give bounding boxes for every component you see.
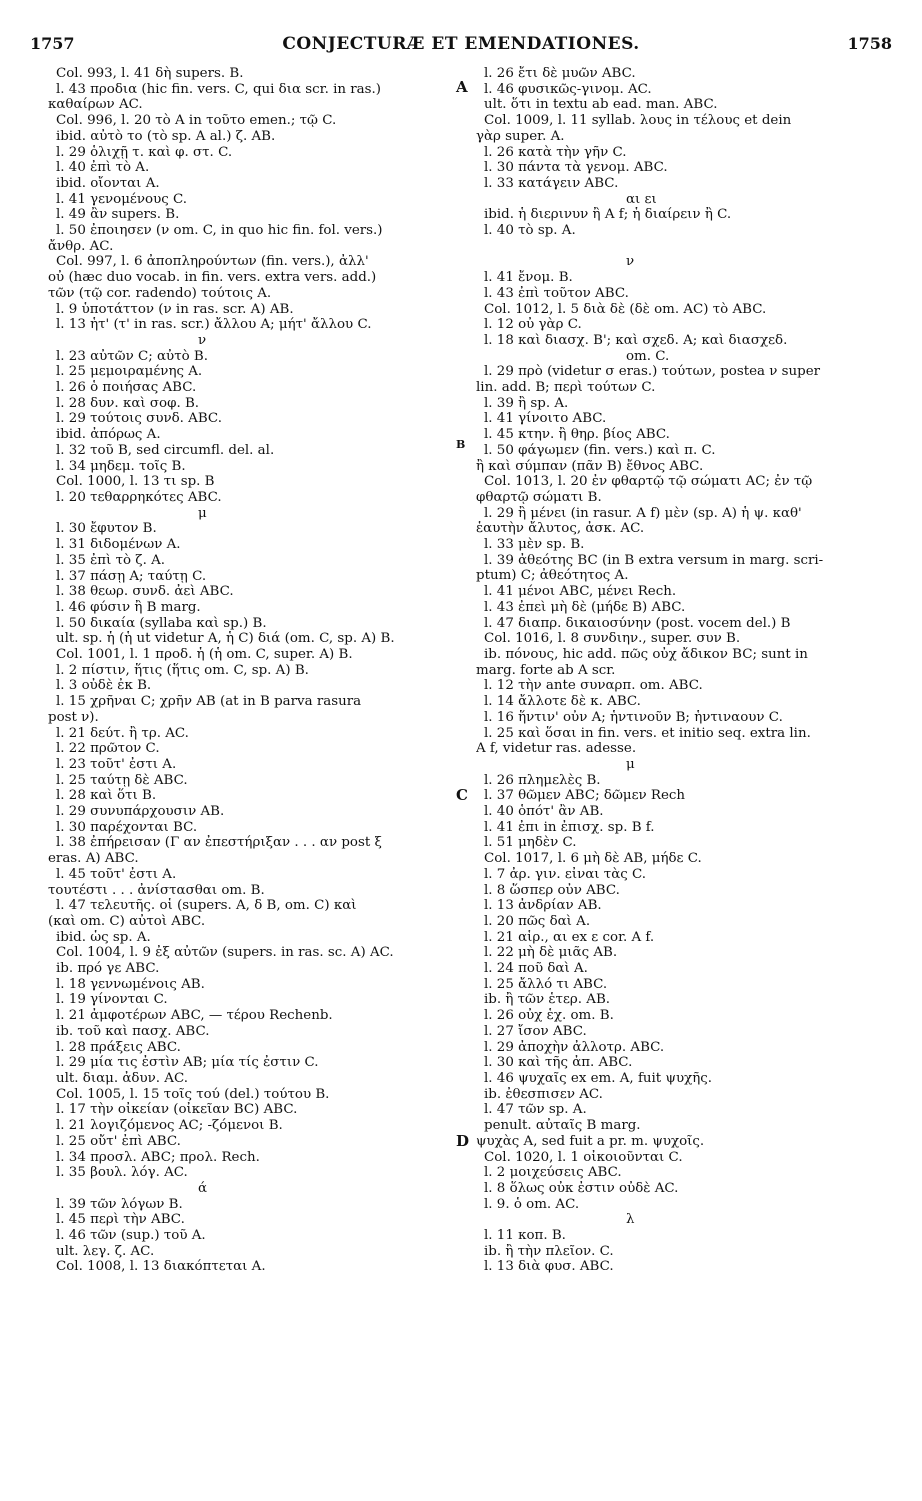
apparatus-line: ib. ἐθεσπισεν AC. [484, 1086, 603, 1102]
apparatus-line: l. 2 μοιχεύσεις ABC. [484, 1165, 622, 1181]
apparatus-line: l. 26 ἔτι δὲ μυῶν ABC. [484, 66, 636, 81]
apparatus-line: ibid. ὡς sp. A. [56, 929, 151, 945]
apparatus-line: l. 41 γίνοιτο ABC. [484, 411, 607, 427]
apparatus-line: ult. sp. ἡ (ἡ ut videtur A, ἡ C) διά (om. C, sp. A) B. [56, 631, 395, 647]
apparatus-line: Col. 993, l. 41 δὴ supers. B. [56, 66, 244, 81]
apparatus-line: l. 19 γίνονται C. [56, 992, 168, 1008]
apparatus-line: γὰρ super. A. [476, 128, 565, 144]
apparatus-line: l. 45 περὶ τὴν ABC. [56, 1212, 185, 1228]
apparatus-line: ib. πρό γε ABC. [56, 961, 160, 977]
apparatus-line: l. 25 ταύτῃ δὲ ABC. [56, 772, 188, 788]
apparatus-line: l. 3 οὐδὲ ἐκ B. [56, 678, 152, 694]
apparatus-line: l. 40 τὸ sp. A. [484, 223, 576, 239]
apparatus-line: l. 46 ψυχαῖς ex em. A, fuit ψυχῆς. [484, 1070, 712, 1086]
apparatus-line: post ν). [48, 709, 99, 725]
apparatus-line: l. 25 μεμοιραμένης A. [56, 364, 203, 380]
apparatus-line: marg. forte ab A scr. [476, 662, 616, 678]
apparatus-line: l. 30 ἔφυτον B. [56, 521, 157, 537]
right-column [476, 66, 896, 1275]
apparatus-line: ά [198, 1180, 208, 1196]
apparatus-line: l. 2 πίστιν, ἥτις (ἥτις om. C, sp. A) B. [56, 662, 309, 678]
apparatus-line: Col. 1016, l. 8 συνδιην., super. συν B. [484, 631, 741, 647]
apparatus-line: ibid. ἡ διερινυν ἢ A f; ἡ διαίρειν ἢ C. [484, 207, 732, 223]
apparatus-line: l. 46 φύσιν ἢ B marg. [56, 599, 201, 615]
apparatus-line: καθαίρων AC. [48, 97, 143, 113]
apparatus-line: ἄνθρ. AC. [48, 238, 114, 254]
apparatus-line: φθαρτῷ σώματι B. [476, 489, 602, 505]
apparatus-line: Col. 1005, l. 15 τοῖς τού (del.) τούτου B. [56, 1086, 330, 1102]
apparatus-line: l. 50 ἐποιησεν (ν om. C, in quo hic fin. fol. vers.) [56, 223, 383, 239]
apparatus-line: l. 46 τῶν (sup.) τοῦ A. [56, 1228, 206, 1244]
apparatus-line: l. 32 τοῦ B, sed circumfl. del. al. [56, 442, 275, 458]
apparatus-line: ν [198, 332, 207, 348]
apparatus-line: l. 28 καὶ ὅτι B. [56, 788, 157, 804]
apparatus-line: l. 41 μένοι ABC, μένει Rech. [484, 584, 677, 600]
apparatus-line: l. 39 τῶν λόγων B. [56, 1196, 183, 1212]
apparatus-line: ult. ὅτι in textu ab ead. man. ABC. [484, 97, 718, 113]
apparatus-line: l. 25 οὔτ' ἐπὶ ABC. [56, 1133, 181, 1149]
apparatus-line: Col. 1012, l. 5 διὰ δὲ (δὲ om. AC) τὸ ABC. [484, 301, 767, 317]
apparatus-line: l. 29 τούτοις συνδ. ABC. [56, 411, 222, 427]
apparatus-line: l. 41 γενομένους C. [56, 191, 187, 207]
apparatus-line: l. 8 ὅλως οὐκ ἐστιν οὐδὲ AC. [484, 1180, 679, 1196]
apparatus-line: ib. ἢ τὴν πλεῖον. C. [484, 1243, 614, 1259]
apparatus-line: l. 24 ποῦ δαὶ A. [484, 961, 588, 977]
apparatus-line: ἢ καὶ σύμπαν (πᾶν B) ἔθνος ABC. [476, 458, 704, 474]
apparatus-line: l. 43 προδια (hic fin. vers. C, qui δια scr. in ras.) [56, 81, 382, 97]
apparatus-line: Col. 1001, l. 1 προδ. ἡ (ἡ om. C, super. A) B. [56, 647, 353, 663]
apparatus-line: l. 28 δυν. καὶ σοφ. B. [56, 395, 200, 411]
apparatus-line: l. 41 ἐπι in ἐπισχ. sp. B f. [484, 819, 655, 835]
apparatus-line: l. 51 μηδὲν C. [484, 835, 577, 851]
margin-marker-c: C [456, 786, 468, 804]
margin-marker-b: B [456, 438, 466, 451]
apparatus-line: l. 29 πρὸ (videtur σ eras.) τούτων, postea ν super [484, 364, 821, 380]
apparatus-line: l. 43 ἐπὶ τοῦτον ABC. [484, 285, 629, 301]
apparatus-line: l. 47 τῶν sp. A. [484, 1102, 587, 1118]
apparatus-line: l. 34 μηδεμ. τοῖς B. [56, 458, 186, 474]
apparatus-line: l. 21 δεύτ. ἢ τρ. AC. [56, 725, 189, 741]
apparatus-line: Col. 997, l. 6 ἀποπληρούντων (fin. vers.), ἀλλ' [56, 254, 369, 270]
apparatus-line: ibid. οἴονται A. [56, 175, 160, 191]
apparatus-line: l. 49 ἂν supers. B. [56, 207, 180, 223]
apparatus-line: l. 22 πρῶτον C. [56, 741, 160, 757]
apparatus-line: τῶν (τῷ cor. radendo) τούτοις A. [48, 285, 272, 301]
apparatus-line: lin. add. B; περὶ τούτων C. [476, 380, 656, 396]
apparatus-line: l. 50 δικαία (syllaba καὶ sp.) B. [56, 615, 267, 631]
apparatus-line: l. 16 ἥντιν' οὖν A; ἡντινοῦν B; ἡντιναουν C. [484, 709, 783, 725]
apparatus-line: l. 47 διαπρ. δικαιοσύνην (post. vocem del.) B [484, 615, 791, 631]
apparatus-line: l. 40 ἐπὶ τὸ A. [56, 160, 150, 176]
apparatus-line: l. 33 μὲν sp. B. [484, 537, 585, 553]
apparatus-line: l. 45 κτην. ἢ θηρ. βίος ABC. [484, 427, 670, 443]
apparatus-line: (καὶ om. C) αὐτοὶ ABC. [48, 913, 206, 929]
apparatus-line: ib. τοῦ καὶ πασχ. ABC. [56, 1023, 210, 1039]
apparatus-line: l. 8 ὥσπερ οὖν ABC. [484, 882, 620, 898]
apparatus-line: l. 47 τελευτῆς. οἱ (supers. A, δ B, om. C) καὶ [56, 898, 357, 914]
apparatus-line: l. 21 ἀμφοτέρων ABC, — τέρου Rechenb. [56, 1008, 333, 1024]
apparatus-line: l. 25 ἄλλό τι ABC. [484, 976, 608, 992]
apparatus-line: l. 9. ὁ om. AC. [484, 1196, 580, 1212]
margin-marker-a: A [456, 78, 468, 96]
apparatus-line: l. 26 κατὰ τὴν γῆν C. [484, 144, 627, 160]
apparatus-line: Col. 996, l. 20 τὸ A in τοῦτο emen.; τῷ C. [56, 113, 337, 129]
apparatus-line: l. 26 οὐχ ἑχ. om. B. [484, 1008, 614, 1024]
apparatus-line: l. 23 τοῦτ' ἐστι A. [56, 756, 177, 772]
apparatus-line: l. 31 διδομένων A. [56, 537, 181, 553]
apparatus-line: ψυχὰς A, sed fuit a pr. m. ψυχοῖς. [476, 1133, 705, 1149]
apparatus-line: eras. A) ABC. [48, 851, 139, 867]
apparatus-line: l. 26 πλημελὲς B. [484, 772, 601, 788]
apparatus-line: l. 21 λογιζόμενος AC; -ζόμενοι B. [56, 1118, 283, 1134]
apparatus-line: l. 35 βουλ. λόγ. AC. [56, 1165, 188, 1181]
apparatus-line: λ [626, 1212, 635, 1228]
apparatus-line: l. 18 γεννωμένοις AB. [56, 976, 205, 992]
apparatus-line: ib. ἢ τῶν ἑτερ. AB. [484, 992, 611, 1008]
margin-marker-d: D [456, 1132, 470, 1150]
apparatus-line: l. 29 συνυπάρχουσιν AB. [56, 804, 225, 820]
apparatus-line: l. 22 μὴ δὲ μιᾶς AB. [484, 945, 618, 961]
apparatus-line: l. 12 τὴν ante συναρπ. om. ABC. [484, 678, 703, 694]
apparatus-line: l. 28 πράξεις ABC. [56, 1039, 181, 1055]
apparatus-line: l. 37 θῶμεν ABC; δῶμεν Rech [484, 788, 686, 804]
apparatus-line: l. 9 ὑποτάττον (ν in ras. scr. A) AB. [56, 301, 294, 317]
apparatus-line: Col. 1009, l. 11 syllab. λους in τέλους et dein [484, 113, 792, 129]
apparatus-line: l. 18 καὶ διασχ. B'; καὶ σχεδ. A; καὶ διασχεδ. [484, 332, 788, 348]
apparatus-line: l. 20 τεθαρρηκότες ABC. [56, 489, 222, 505]
apparatus-line: l. 7 ἀρ. γιν. εἶναι τὰς C. [484, 866, 647, 882]
apparatus-line: l. 45 τοῦτ' ἐστι A. [56, 866, 177, 882]
apparatus-line: l. 13 ἧτ' (τ' in ras. scr.) ἄλλου A; μήτ' ἄλλου C. [56, 317, 372, 333]
apparatus-line: ib. πόνους, hic add. πῶς οὐχ ἄδικον BC; sunt in [484, 647, 808, 662]
apparatus-line: l. 13 ἀνδρίαν AB. [484, 898, 602, 914]
apparatus-line: l. 38 θεωρ. συνδ. ἀεὶ ABC. [56, 584, 234, 600]
apparatus-line: l. 50 φάγωμεν (fin. vers.) καὶ π. C. [484, 442, 716, 458]
apparatus-line: l. 34 προσλ. ABC; προλ. Rech. [56, 1149, 260, 1165]
apparatus-line: l. 43 ἐπεὶ μὴ δὲ (μήδε B) ABC. [484, 599, 686, 615]
apparatus-line: ν [626, 254, 635, 270]
apparatus-line: l. 25 καὶ ὅσαι in fin. vers. et initio seq. extra lin. [484, 725, 811, 741]
apparatus-line: Col. 1004, l. 9 ἐξ αὐτῶν (supers. in ras. sc. A) AC. [56, 945, 394, 961]
apparatus-line: Col. 1000, l. 13 τι sp. B [56, 474, 215, 490]
apparatus-line: Col. 1008, l. 13 διακόπτεται A. [56, 1259, 266, 1275]
apparatus-line: l. 15 χρῆναι C; χρῆν AB (at in B parva rasura [56, 694, 362, 710]
apparatus-line: ibid. ἀπόρως A. [56, 427, 161, 443]
apparatus-line: l. 21 αἱρ., αι ex ε cor. A f. [484, 929, 655, 945]
apparatus-line: ult. διαμ. ἀδυν. AC. [56, 1071, 188, 1086]
apparatus-line: l. 17 τὴν οἰκείαν (οἰκεῖαν BC) ABC. [56, 1102, 298, 1118]
apparatus-line: ptum) C; ἀθεότητος A. [476, 568, 629, 584]
apparatus-line: l. 23 αὐτῶν C; αὐτὸ B. [56, 348, 209, 364]
apparatus-line: penult. αὐταῖς B marg. [484, 1118, 641, 1134]
apparatus-line: Col. 1013, l. 20 ἐν φθαρτῷ τῷ σώματι AC; ἐν τῷ [484, 474, 813, 490]
apparatus-line: μ [198, 505, 207, 521]
apparatus-line: l. 33 κατάγειν ABC. [484, 175, 619, 191]
left-column [48, 66, 453, 1275]
apparatus-line: l. 38 ἐπήρεισαν (Γ αν ἐπεστήριξαν . . . αν post ξ [56, 835, 382, 851]
apparatus-line: l. 29 ἢ μένει (in rasur. A f) μὲν (sp. A) ἡ ψ. καθ' [484, 505, 802, 521]
apparatus-line: l. 40 ὁπότ' ἂν AB. [484, 804, 604, 820]
apparatus-line: ult. λεγ. ζ. AC. [56, 1243, 155, 1259]
apparatus-line: l. 30 πάντα τὰ γενομ. ABC. [484, 160, 668, 176]
apparatus-line: l. 20 πῶς δαὶ A. [484, 913, 591, 929]
apparatus-line: l. 29 ἀποχὴν ἀλλοτρ. ABC. [484, 1039, 665, 1055]
apparatus-line: l. 27 ἴσον ABC. [484, 1023, 587, 1039]
apparatus-line: l. 39 ἢ sp. A. [484, 395, 569, 411]
apparatus-line: ἑαυτὴν ἄλυτος, ἀσκ. AC. [476, 521, 645, 537]
apparatus-line [476, 239, 896, 255]
apparatus-line: l. 13 διὰ φυσ. ABC. [484, 1259, 614, 1275]
apparatus-line: l. 12 οὐ γὰρ C. [484, 317, 582, 333]
apparatus-line: l. 37 πάσῃ A; ταύτῃ C. [56, 568, 207, 584]
apparatus-line: l. 26 ὁ ποιήσας ABC. [56, 380, 197, 396]
apparatus-line: l. 29 ὁλιχῇ τ. καὶ φ. στ. C. [56, 144, 233, 160]
apparatus-line: τουτέστι . . . ἀνίστασθαι om. B. [48, 882, 265, 898]
apparatus-line: Col. 1017, l. 6 μὴ δὲ AB, μήδε C. [484, 851, 702, 867]
apparatus-line: l. 41 ἔνομ. B. [484, 270, 573, 286]
apparatus-line: l. 29 μία τις ἐστὶν AB; μία τίς ἐστιν C. [56, 1055, 319, 1071]
apparatus-line: om. C. [626, 348, 670, 364]
page-number-right: 1758 [847, 34, 892, 53]
apparatus-line: l. 39 ἀθεότης BC (in B extra versum in marg. scri- [484, 552, 824, 568]
apparatus-line: l. 35 ἐπὶ τὸ ζ. A. [56, 552, 166, 568]
apparatus-line: οὐ (hæc duo vocab. in fin. vers. extra vers. add.) [48, 270, 377, 286]
apparatus-line: l. 11 κοπ. B. [484, 1228, 566, 1244]
apparatus-line: l. 46 φυσικῶς-γινομ. AC. [484, 81, 652, 97]
running-title: CONJECTURÆ ET EMENDATIONES. [282, 34, 640, 54]
page-header [30, 34, 892, 60]
apparatus-line: ibid. αὐτὸ το (τὸ sp. A al.) ζ. AB. [56, 128, 276, 144]
apparatus-line: l. 14 ἄλλοτε δὲ κ. ABC. [484, 694, 641, 710]
apparatus-line: αι ει [626, 191, 657, 207]
apparatus-line: μ [626, 756, 635, 772]
apparatus-line: A f, videtur ras. adesse. [476, 741, 637, 757]
apparatus-line: Col. 1020, l. 1 οἰκοιοῦνται C. [484, 1149, 683, 1165]
apparatus-line: l. 30 παρέχονται BC. [56, 819, 198, 835]
apparatus-line: l. 30 καὶ τῆς ἀπ. ABC. [484, 1055, 633, 1071]
page-number-left: 1757 [30, 34, 75, 53]
